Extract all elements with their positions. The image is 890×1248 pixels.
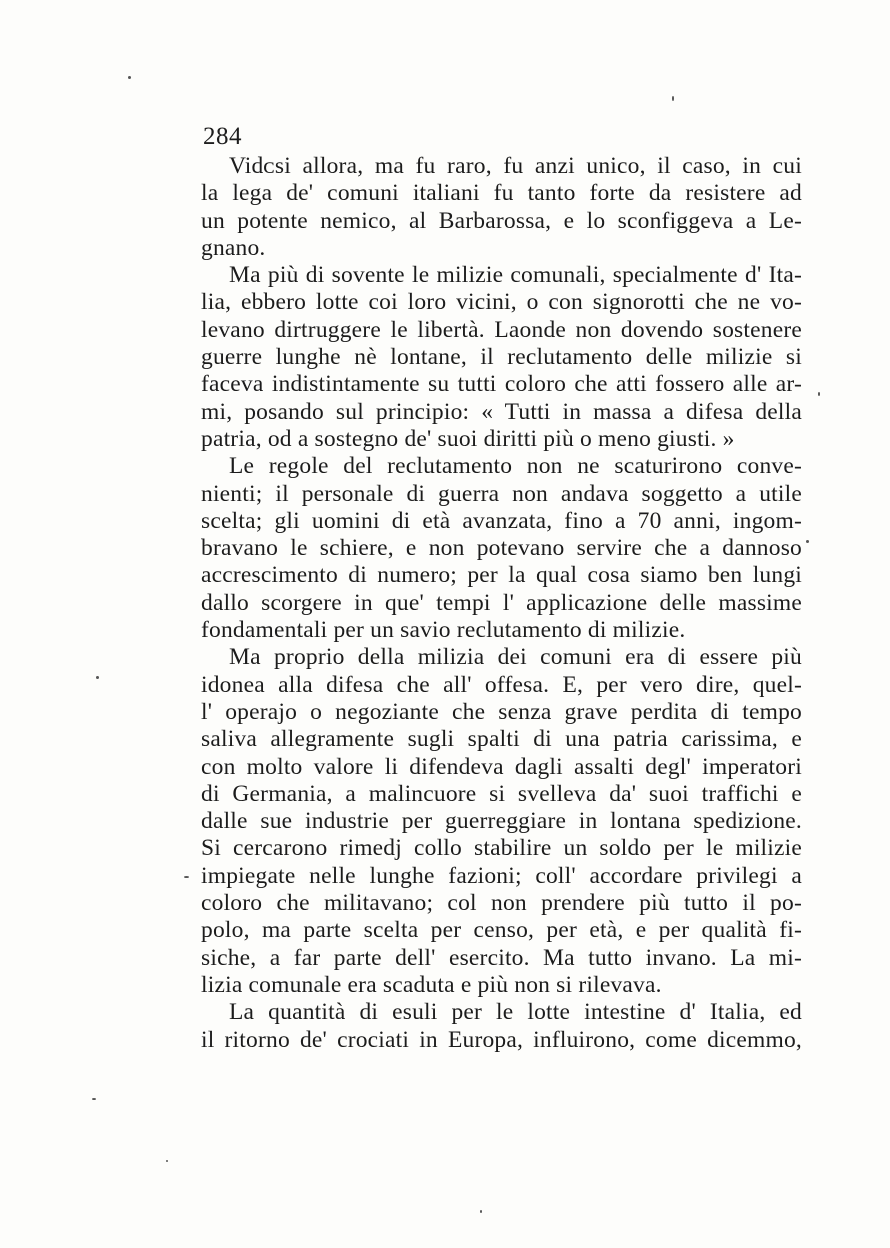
text-line: dalle sue industrie per guerreggiare in lontana spedizione. — [201, 808, 802, 835]
text-line: mi, posando sul principio: « Tutti in massa a difesa della — [201, 398, 802, 425]
paper-speck — [166, 1160, 168, 1162]
body-text — [201, 153, 802, 1054]
paper-speck — [480, 1210, 482, 1213]
text-line: un potente nemico, al Barbarossa, e lo sconfiggeva a Le- — [201, 207, 802, 234]
paper-speck — [96, 676, 99, 679]
text-line: di Germania, a malincuore si svelleva da' suoi traffichi e — [201, 780, 802, 807]
paper-speck — [806, 540, 809, 543]
text-line: dallo scorgere in que' tempi l' applicazione delle massime — [201, 589, 802, 616]
text-line: Vidᴄsi allora, ma fu raro, fu anzi unico, il caso, in cui — [229, 153, 802, 179]
text-line: la lega de' comuni italiani fu tanto forte da resistere ad — [201, 180, 802, 207]
text-line: polo, ma parte scelta per censo, per età, e per qualità fi- — [201, 917, 802, 944]
paper-speck — [92, 1098, 96, 1100]
paper-speck — [818, 392, 820, 396]
text-line: La quantità di esuli per le lotte intestine d' Italia, ed — [229, 999, 802, 1026]
text-line: faceva indistintamente su tutti coloro che atti fossero alle ar- — [201, 371, 802, 398]
text-line: Si cercarono rimedj collo stabilire un soldo per le milizie — [201, 835, 802, 862]
page-number: 284 — [203, 123, 242, 150]
text-line: Ma più di sovente le milizie comunali, specialmente d' Ita- — [229, 262, 802, 289]
paper-speck — [128, 76, 131, 79]
text-line: idonea alla difesa che all' offesa. E, per vero dire, quel- — [201, 671, 802, 698]
text-line: patria, od a sostegno de' suoi diritti più o meno giusti. » — [201, 425, 735, 452]
text-line: nienti; il personale di guerra non andava soggetto a utile — [201, 480, 802, 507]
text-line: il ritorno de' crociati in Europa, influirono, come dicemmo, — [201, 1026, 802, 1053]
text-line: saliva allegramente sugli spalti di una patria carissima, e — [201, 726, 802, 753]
text-line: con molto valore li difendeva dagli assalti degl' imperatori — [201, 753, 802, 780]
text-line: impiegate nelle lunghe fazioni; coll' accordare privilegi a — [201, 862, 802, 889]
text-line: levano dirtruggere le libertà. Laonde non dovendo sostenere — [201, 316, 802, 343]
paper-speck — [184, 876, 189, 878]
text-line: Le regole del reclutamento non ne scaturirono conve- — [229, 453, 802, 480]
text-line: guerre lunghe nè lontane, il reclutamento delle milizie si — [201, 344, 802, 371]
text-line: gnano. — [201, 234, 266, 261]
text-line: bravano le schiere, e non potevano servire che a dannoso — [201, 535, 802, 562]
text-line: accrescimento di numero; per la qual cosa siamo ben lungi — [201, 562, 802, 589]
text-line: siche, a far parte dell' esercito. Ma tutto invano. La mi- — [201, 944, 802, 971]
text-line: Ma proprio della milizia dei comuni era di essere più — [229, 644, 802, 671]
text-line: scelta; gli uomini di età avanzata, fino a 70 anni, ingom- — [201, 507, 802, 534]
text-line: fondamentali per un savio reclutamento di milizie. — [201, 617, 686, 644]
text-line: lia, ebbero lotte coi loro vicini, o con signorotti che ne vo- — [201, 289, 802, 316]
paper-speck — [672, 96, 674, 101]
text-line: coloro che militavano; col non prendere più tutto il po- — [201, 890, 802, 917]
text-line: lizia comunale era scaduta e più non si rilevava. — [201, 971, 662, 998]
text-line: l' operajo o negoziante che senza grave perdita di tempo — [201, 698, 802, 725]
